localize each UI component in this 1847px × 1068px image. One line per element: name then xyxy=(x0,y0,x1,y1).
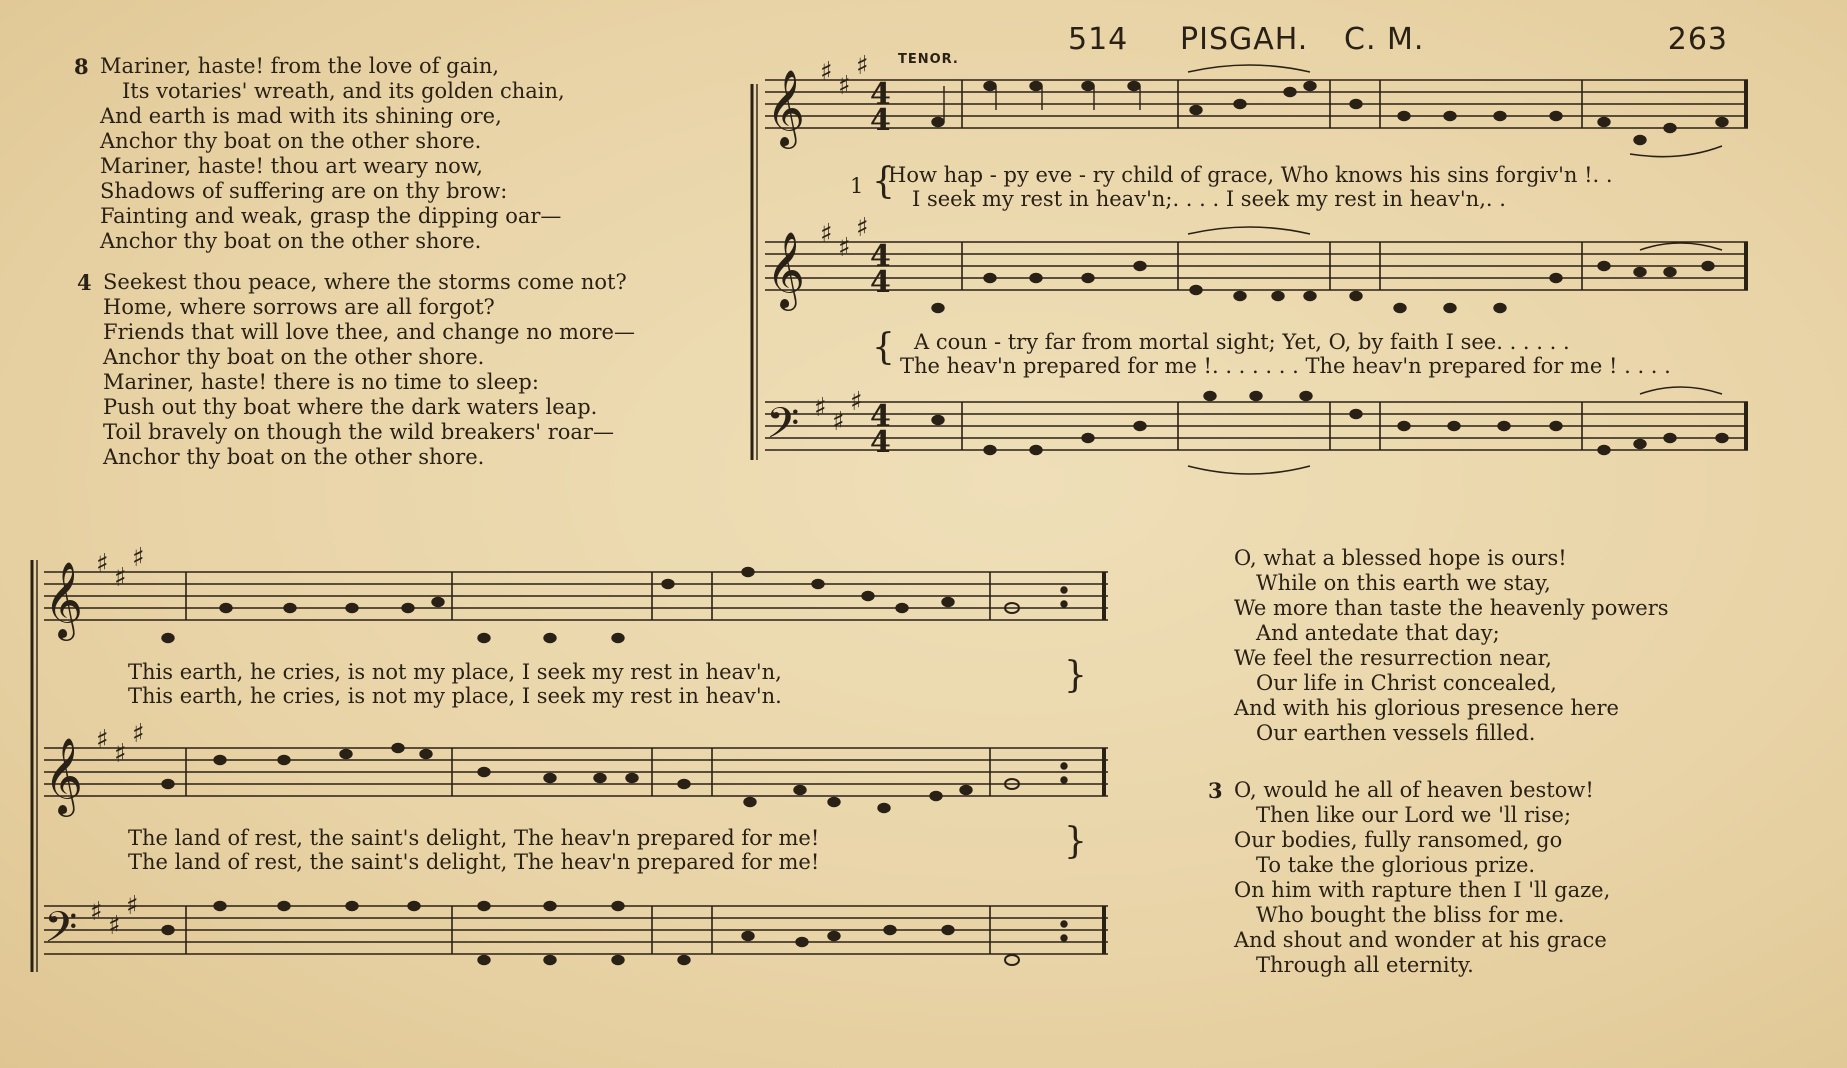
svg-text:4: 4 xyxy=(870,103,891,138)
svg-text:♯: ♯ xyxy=(132,719,145,749)
verse-number: 1 xyxy=(850,174,864,198)
stanza-line: Mariner, haste! thou art weary now, xyxy=(100,154,483,178)
stanza-line: O, what a blessed hope is ours! xyxy=(1234,546,1567,570)
stanza-line: Fainting and weak, grasp the dipping oar— xyxy=(100,204,562,228)
svg-text:𝄢: 𝄢 xyxy=(44,903,78,963)
svg-text:♯: ♯ xyxy=(820,57,833,87)
stanza-line: To take the glorious prize. xyxy=(1256,853,1536,877)
stanza-line: Anchor thy boat on the other shore. xyxy=(103,345,485,369)
stanza-line: And with his glorious presence here xyxy=(1234,696,1619,720)
staff-bottom-2 xyxy=(44,748,1108,796)
svg-text:♯: ♯ xyxy=(90,897,103,927)
svg-text:4: 4 xyxy=(870,239,891,274)
lyric-line: This earth, he cries, is not my place, I seek my rest in heav'n. xyxy=(128,684,782,708)
lyric-brace: { xyxy=(872,161,895,202)
lyric-line: The land of rest, the saint's delight, The heav'n prepared for me! xyxy=(128,826,820,850)
stanza-line: Mariner, haste! there is no time to sleep: xyxy=(103,370,539,394)
svg-text:𝄢: 𝄢 xyxy=(766,399,800,459)
stanza-line: On him with rapture then I 'll gaze, xyxy=(1234,878,1611,902)
stanza-line: Our life in Christ concealed, xyxy=(1256,671,1557,695)
stanza-number: 3 xyxy=(1208,778,1223,803)
stanza-line: Friends that will love thee, and change no more— xyxy=(103,320,635,344)
svg-text:♯: ♯ xyxy=(838,233,851,263)
stanza-line: Shadows of suffering are on thy brow: xyxy=(100,179,508,203)
svg-text:♯: ♯ xyxy=(856,51,869,81)
svg-text:4: 4 xyxy=(870,425,891,460)
staff-top-3 xyxy=(765,402,1748,450)
stanza-line: Who bought the bliss for me. xyxy=(1256,903,1565,927)
stanza-line: Seekest thou peace, where the storms come not? xyxy=(103,270,627,294)
svg-text:♯: ♯ xyxy=(832,407,845,437)
stanza-line: O, would he all of heaven bestow! xyxy=(1234,778,1594,802)
svg-text:𝄞: 𝄞 xyxy=(44,561,84,638)
svg-text:♯: ♯ xyxy=(114,563,127,593)
meter: C. M. xyxy=(1344,22,1425,57)
stanza-line: Then like our Lord we 'll rise; xyxy=(1256,803,1572,827)
stanza-line: Toil bravely on though the wild breakers' roar— xyxy=(103,420,614,444)
stanza-line: Our bodies, fully ransomed, go xyxy=(1234,828,1563,852)
page-number: 263 xyxy=(1667,22,1728,57)
lyric-line: A coun - try far from mortal sight; Yet, O, by faith I see. . . . . . xyxy=(914,330,1570,354)
stanza-right-1 xyxy=(1234,546,1669,746)
stanza-line: Our earthen vessels filled. xyxy=(1256,721,1536,745)
stanza-line: While on this earth we stay, xyxy=(1256,571,1551,595)
svg-text:♯: ♯ xyxy=(126,891,139,921)
lyric-brace: { xyxy=(872,327,895,368)
tune-name: PISGAH. xyxy=(1180,22,1309,57)
svg-text:4: 4 xyxy=(870,77,891,112)
tenor-label: TENOR. xyxy=(898,52,959,67)
stanza-line: And shout and wonder at his grace xyxy=(1234,928,1607,952)
stanza-right-2 xyxy=(1208,778,1611,978)
stanza-line: Anchor thy boat on the other shore. xyxy=(103,445,485,469)
svg-text:♯: ♯ xyxy=(96,725,109,755)
stanza-line: Its votaries' wreath, and its golden chain, xyxy=(122,79,565,103)
stanza-line: Anchor thy boat on the other shore. xyxy=(100,229,482,253)
svg-text:♯: ♯ xyxy=(108,911,121,941)
stanza-number: 4 xyxy=(77,270,92,295)
lyric-line: The heav'n prepared for me !. . . . . . . The heav'n prepared for me ! . . . . xyxy=(900,354,1671,378)
svg-text:4: 4 xyxy=(870,265,891,300)
stanza-line: Anchor thy boat on the other shore. xyxy=(100,129,482,153)
lyric-line: I seek my rest in heav'n;. . . . I seek my rest in heav'n,. . xyxy=(912,187,1506,211)
stanza-line: Push out thy boat where the dark waters leap. xyxy=(103,395,598,419)
svg-text:𝄞: 𝄞 xyxy=(766,69,806,146)
svg-text:♯: ♯ xyxy=(132,543,145,573)
lyric-line: This earth, he cries, is not my place, I seek my rest in heav'n, xyxy=(128,660,782,684)
lyric-brace: } xyxy=(1064,821,1087,862)
svg-text:♯: ♯ xyxy=(96,549,109,579)
svg-text:𝄞: 𝄞 xyxy=(766,231,806,308)
lyric-line: The land of rest, the saint's delight, The heav'n prepared for me! xyxy=(128,850,820,874)
stanza-line: And earth is mad with its shining ore, xyxy=(100,104,502,128)
stanza-line: And antedate that day; xyxy=(1256,621,1500,645)
stanza-line: Home, where sorrows are all forgot? xyxy=(103,295,495,319)
svg-text:♯: ♯ xyxy=(814,393,827,423)
stanza-line: Mariner, haste! from the love of gain, xyxy=(100,54,500,78)
lyric-brace: } xyxy=(1064,655,1087,696)
stanza-line: We more than taste the heavenly powers xyxy=(1234,596,1669,620)
stanza-line: We feel the resurrection near, xyxy=(1234,646,1552,670)
svg-text:♯: ♯ xyxy=(856,213,869,243)
svg-text:♯: ♯ xyxy=(114,739,127,769)
svg-text:𝄞: 𝄞 xyxy=(44,737,84,814)
svg-text:♯: ♯ xyxy=(838,71,851,101)
lyric-line: How hap - py eve - ry child of grace, Who knows his sins forgiv'n !. . xyxy=(888,163,1613,187)
hymn-number: 514 xyxy=(1068,22,1129,57)
svg-text:♯: ♯ xyxy=(850,387,863,417)
svg-text:♯: ♯ xyxy=(820,219,833,249)
stanza-line: Through all eternity. xyxy=(1256,953,1474,977)
staff-bottom-1 xyxy=(44,572,1108,620)
svg-text:4: 4 xyxy=(870,399,891,434)
stanza-number: 8 xyxy=(74,54,89,79)
